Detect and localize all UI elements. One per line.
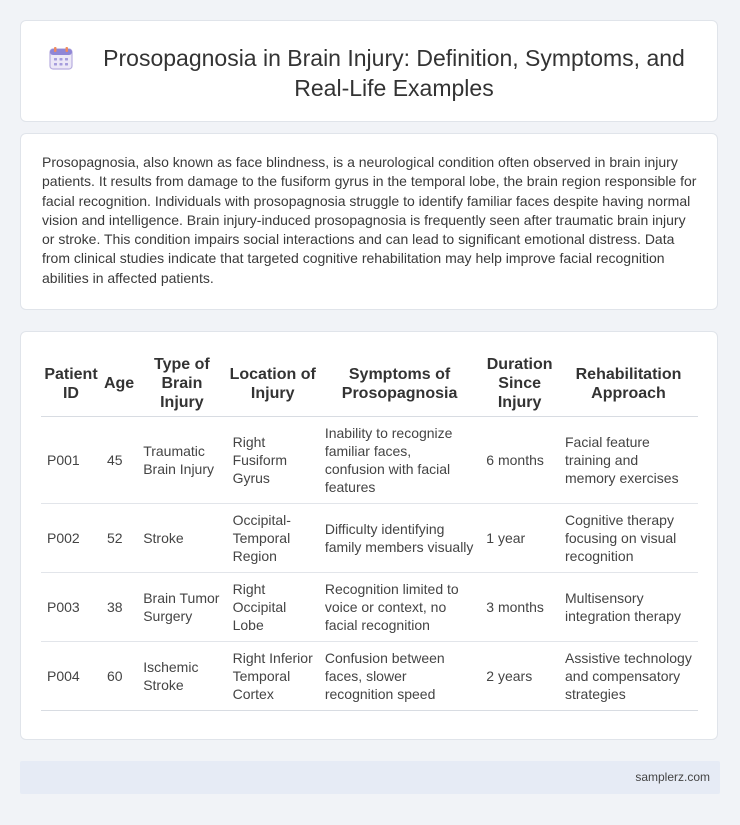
patient-table [41, 352, 698, 711]
cell-duration: 2 years [480, 642, 559, 711]
cell-duration: 3 months [480, 573, 559, 642]
cell-rehabilitation: Cognitive therapy focusing on visual recognition [559, 504, 698, 573]
table-row [41, 504, 698, 573]
page-title: Prosopagnosia in Brain Injury: Definition, Symptoms, and Real-Life Examples [103, 45, 685, 101]
calendar-icon [48, 45, 74, 71]
table-row [41, 417, 698, 504]
header-age: Age [101, 352, 137, 417]
cell-location: Right Inferior Temporal Cortex [227, 642, 319, 711]
cell-age: 38 [101, 573, 137, 642]
cell-location: Occipital-Temporal Region [227, 504, 319, 573]
intro-card [20, 133, 718, 310]
cell-rehabilitation: Facial feature training and memory exercises [559, 417, 698, 504]
cell-type: Stroke [137, 504, 226, 573]
cell-age: 45 [101, 417, 137, 504]
table-card [20, 331, 718, 740]
header-symptoms: Symptoms of Prosopagnosia [319, 352, 480, 417]
cell-age: 52 [101, 504, 137, 573]
table-row [41, 642, 698, 711]
cell-duration: 6 months [480, 417, 559, 504]
cell-type: Traumatic Brain Injury [137, 417, 226, 504]
cell-patient-id: P001 [41, 417, 101, 504]
cell-location: Right Fusiform Gyrus [227, 417, 319, 504]
header-type-of-injury: Type of Brain Injury [137, 352, 226, 417]
footer-bar [20, 761, 720, 794]
header-patient-id: Patient ID [41, 352, 101, 417]
cell-symptoms: Inability to recognize familiar faces, confusion with facial features [319, 417, 480, 504]
cell-patient-id: P004 [41, 642, 101, 711]
header-duration: Duration Since Injury [480, 352, 559, 417]
cell-symptoms: Difficulty identifying family members visually [319, 504, 480, 573]
table-row [41, 573, 698, 642]
cell-rehabilitation: Assistive technology and compensatory strategies [559, 642, 698, 711]
cell-type: Brain Tumor Surgery [137, 573, 226, 642]
cell-patient-id: P003 [41, 573, 101, 642]
cell-symptoms: Confusion between faces, slower recognition speed [319, 642, 480, 711]
cell-symptoms: Recognition limited to voice or context, no facial recognition [319, 573, 480, 642]
header-rehabilitation: Rehabilitation Approach [559, 352, 698, 417]
cell-age: 60 [101, 642, 137, 711]
cell-location: Right Occipital Lobe [227, 573, 319, 642]
cell-patient-id: P002 [41, 504, 101, 573]
title-card [20, 20, 718, 122]
cell-type: Ischemic Stroke [137, 642, 226, 711]
footer-site-link[interactable]: samplerz.com [635, 770, 710, 784]
cell-rehabilitation: Multisensory integration therapy [559, 573, 698, 642]
intro-paragraph: Prosopagnosia, also known as face blindness, is a neurological condition often observed in brain injury patients. It results from damage to the fusiform gyrus in the temporal lobe, the brain region responsible for facial recognition. Individuals with prosopagnosia struggle to identify familiar faces despite having normal vision and intelligence. Brain injury-induced prosopagnosia is frequently seen after traumatic brain injury or stroke. This condition impairs social interactions and can lead to significant emotional distress. Data from clinical studies indicate that targeted cognitive rehabilitation may help improve facial recognition abilities in affected patients. [42, 154, 697, 286]
header-location: Location of Injury [227, 352, 319, 417]
table-header-row [41, 352, 698, 417]
cell-duration: 1 year [480, 504, 559, 573]
